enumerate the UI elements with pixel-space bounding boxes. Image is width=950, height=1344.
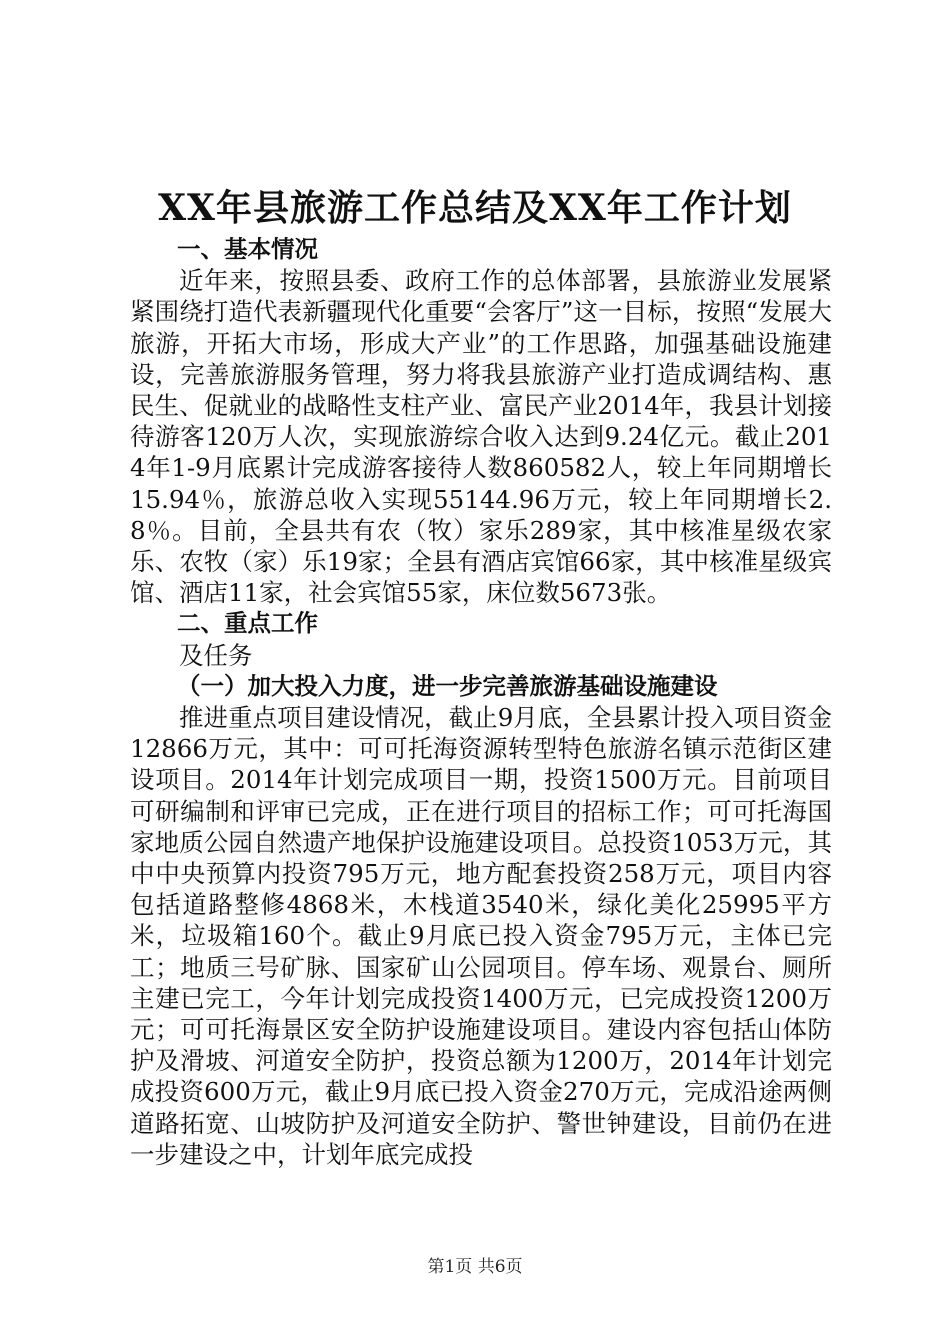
paragraph-basic-situation: 近年来，按照县委、政府工作的总体部署，县旅游业发展紧紧围绕打造代表新疆现代化重要“会客厅”这一目标，按照“发展大旅游，开拓大市场，形成大产业”的工作思路，加强基础设施建设，完善旅游服务管理，努力将我县旅游产业打造成调结构、惠民生、促就业的战略性支柱产业、富民产业2014年，我县计划接待游客120万人次，实现旅游综合收入达到9.24亿元。截止2014年1-9月底累计完成游客接待人数860582人，较上年同期增长15.94％，旅游总收入实现55144.96万元，较上年同期增长2.8％。目前，全县共有农（牧）家乐289家，其中核准星级农家乐、农牧（家）乐19家；全县有酒店宾馆66家，其中核准星级宾馆、酒店11家，社会宾馆55家，床位数5673张。 [130,266,832,608]
document-title: XX年县旅游工作总结及XX年工作计划 [158,187,792,229]
subsection-heading-infrastructure: （一）加大投入力度，进一步完善旅游基础设施建设 [177,671,718,700]
section-heading-key-work: 二、重点工作 [177,609,318,638]
document-body [130,234,832,1170]
paragraph-infrastructure: 推进重点项目建设情况，截止9月底，全县累计投入项目资金12866万元，其中：可可托海资源转型特色旅游名镇示范街区建设项目。2014年计划完成项目一期，投资1500万元。目前项目可研编制和评审已完成，正在进行项目的招标工作；可可托海国家地质公园自然遗产地保护设施建设项目。总投资1053万元，其中中央预算内投资795万元，地方配套投资258万元，项目内容包括道路整修4868米，木栈道3540米，绿化美化25995平方米，垃圾箱160个。截止9月底已投入资金795万元，主体已完工；地质三号矿脉、国家矿山公园项目。停车场、观景台、厕所主建已完工，今年计划完成投资1400万元，已完成投资1200万元；可可托海景区安全防护设施建设项目。建设内容包括山体防护及滑坡、河道安全防护，投资总额为1200万，2014年计划完成投资600万元，截止9月底已投入资金270万元，完成沿途两侧道路拓宽、山坡防护及河道安全防护、警世钟建设，目前仍在进一步建设之中，计划年底完成投 [130,703,832,1169]
section-heading-basic-situation: 一、基本情况 [177,235,318,263]
section-subline-tasks: 及任务 [179,640,253,670]
page-footer: 第1页 共6页 [427,1257,523,1277]
